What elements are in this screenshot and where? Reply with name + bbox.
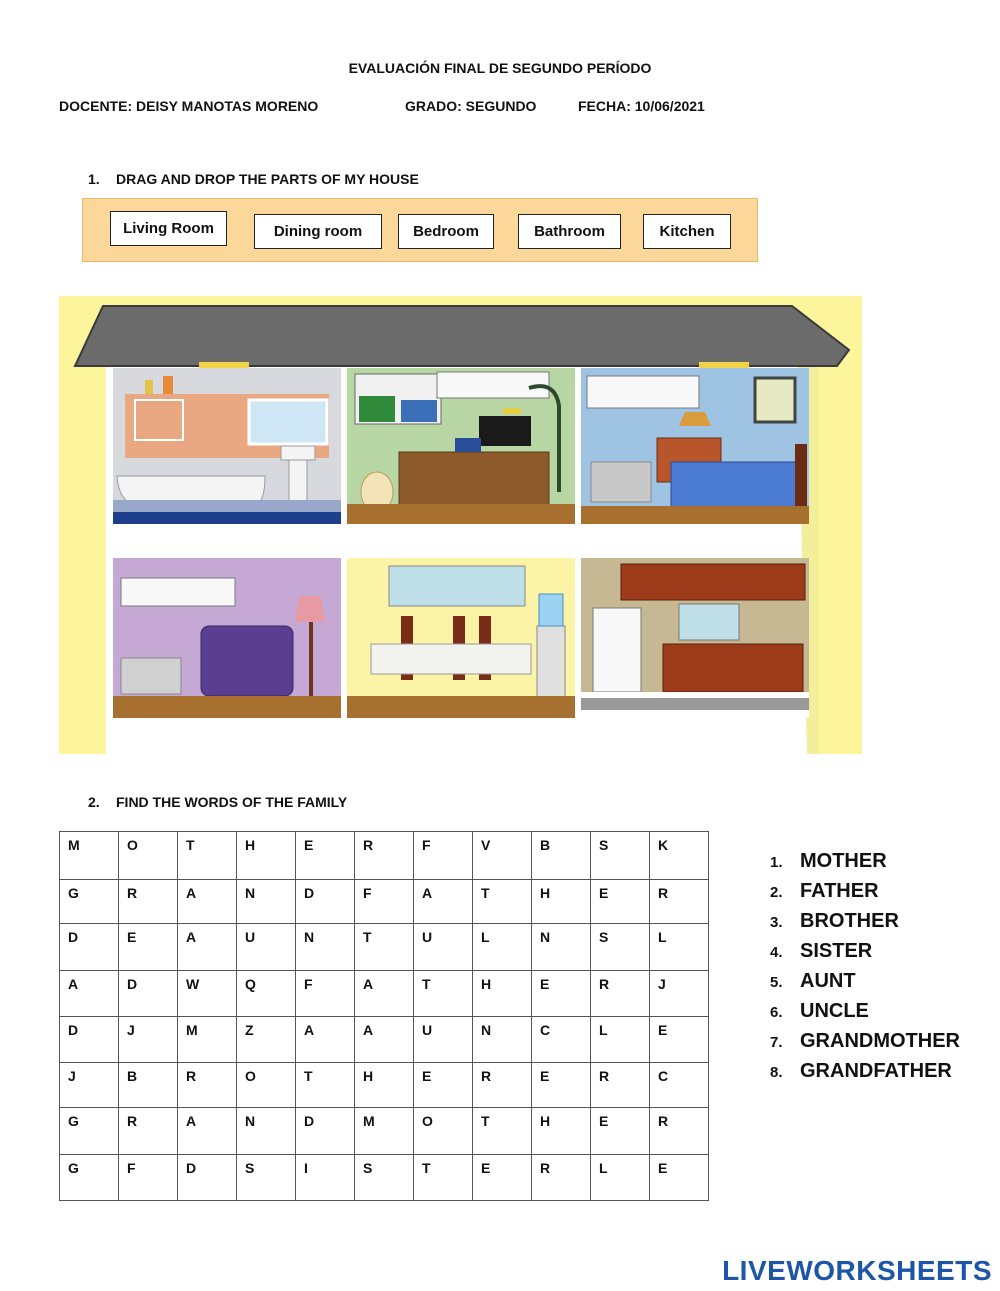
teacher-label: DOCENTE: DEISY MANOTAS MORENO — [59, 98, 319, 114]
grid-cell[interactable]: L — [473, 924, 532, 971]
grid-cell[interactable]: A — [60, 971, 119, 1017]
grid-cell[interactable]: H — [237, 832, 296, 880]
grid-cell[interactable]: E — [532, 1063, 591, 1108]
grid-cell[interactable]: T — [178, 832, 237, 880]
grid-row — [60, 971, 709, 1017]
grid-cell[interactable]: N — [532, 924, 591, 971]
grid-cell[interactable]: H — [532, 1108, 591, 1155]
grid-cell[interactable]: J — [650, 971, 709, 1017]
grid-cell[interactable]: A — [178, 880, 237, 924]
question-1 — [88, 171, 419, 187]
grid-cell[interactable]: H — [532, 880, 591, 924]
grid-cell[interactable]: M — [60, 832, 119, 880]
grid-cell[interactable]: E — [414, 1063, 473, 1108]
word-list-number: 6. — [770, 1004, 783, 1021]
page-title: EVALUACIÓN FINAL DE SEGUNDO PERÍODO — [348, 60, 652, 76]
grid-cell[interactable]: E — [119, 924, 178, 971]
chip-bathroom[interactable]: Bathroom — [518, 214, 621, 249]
grid-cell[interactable]: E — [296, 832, 355, 880]
grid-row — [60, 880, 709, 924]
grid-cell[interactable]: A — [355, 971, 414, 1017]
word-list-item — [770, 1026, 960, 1056]
date-label: FECHA: 10/06/2021 — [578, 98, 705, 114]
chip-kitchen[interactable]: Kitchen — [643, 214, 731, 249]
grid-cell[interactable]: V — [473, 832, 532, 880]
grid-cell[interactable]: H — [355, 1063, 414, 1108]
grid-cell[interactable]: G — [60, 1108, 119, 1155]
word-list-number: 5. — [770, 974, 783, 991]
grid-cell[interactable]: T — [414, 971, 473, 1017]
grid-cell[interactable]: R — [119, 880, 178, 924]
word-list-number: 7. — [770, 1034, 783, 1051]
grid-cell[interactable]: C — [532, 1017, 591, 1063]
grid-cell[interactable]: F — [296, 971, 355, 1017]
grid-cell[interactable]: M — [178, 1017, 237, 1063]
grid-cell[interactable]: R — [650, 880, 709, 924]
grid-cell[interactable]: U — [414, 1017, 473, 1063]
question-1-text: DRAG AND DROP THE PARTS OF MY HOUSE — [116, 171, 419, 187]
chip-living-room[interactable]: Living Room — [110, 211, 227, 246]
grid-cell[interactable]: T — [414, 1155, 473, 1201]
grid-cell[interactable]: Q — [237, 971, 296, 1017]
question-2 — [88, 794, 347, 810]
grid-cell[interactable]: E — [591, 1108, 650, 1155]
grid-cell[interactable]: R — [591, 971, 650, 1017]
word-list-word: GRANDMOTHER — [800, 1030, 960, 1052]
word-list-number: 4. — [770, 944, 783, 961]
word-list-number: 3. — [770, 914, 783, 931]
house-illustration — [59, 296, 862, 754]
grid-cell[interactable]: E — [473, 1155, 532, 1201]
grid-cell[interactable]: L — [650, 924, 709, 971]
grid-cell[interactable]: E — [650, 1017, 709, 1063]
grid-cell[interactable]: D — [296, 1108, 355, 1155]
grade-label: GRADO: SEGUNDO — [405, 98, 537, 114]
room-kitchen-scene — [581, 558, 809, 718]
word-list-number: 8. — [770, 1064, 783, 1081]
grid-cell[interactable]: C — [650, 1063, 709, 1108]
grid-cell[interactable]: D — [60, 924, 119, 971]
grid-cell[interactable]: I — [296, 1155, 355, 1201]
grid-cell[interactable]: M — [355, 1108, 414, 1155]
word-list-item — [770, 846, 960, 876]
grid-cell[interactable]: R — [473, 1063, 532, 1108]
grid-cell[interactable]: R — [650, 1108, 709, 1155]
word-list-item — [770, 996, 960, 1026]
grid-cell[interactable]: L — [591, 1155, 650, 1201]
grid-cell[interactable]: F — [414, 832, 473, 880]
word-list-item — [770, 906, 960, 936]
grid-cell[interactable]: D — [178, 1155, 237, 1201]
chip-bedroom[interactable]: Bedroom — [398, 214, 494, 249]
word-search-grid — [59, 831, 709, 1201]
grid-cell[interactable]: Z — [237, 1017, 296, 1063]
grid-cell[interactable]: N — [473, 1017, 532, 1063]
grid-cell[interactable]: L — [591, 1017, 650, 1063]
word-list-item — [770, 966, 960, 996]
grid-cell[interactable]: G — [60, 1155, 119, 1201]
word-list-number: 1. — [770, 854, 783, 871]
grid-cell[interactable]: D — [119, 971, 178, 1017]
grid-cell[interactable]: T — [355, 924, 414, 971]
grid-cell[interactable]: B — [119, 1063, 178, 1108]
word-list-word: SISTER — [800, 940, 873, 962]
grid-row — [60, 1108, 709, 1155]
room-diningroom-scene — [347, 558, 575, 718]
grid-cell[interactable]: H — [473, 971, 532, 1017]
grid-cell[interactable]: S — [355, 1155, 414, 1201]
grid-cell[interactable]: O — [119, 832, 178, 880]
grid-cell[interactable]: D — [60, 1017, 119, 1063]
grid-cell[interactable]: B — [532, 832, 591, 880]
grid-cell[interactable]: S — [591, 832, 650, 880]
grid-cell[interactable]: R — [355, 832, 414, 880]
grid-cell[interactable]: A — [178, 924, 237, 971]
grid-cell[interactable]: J — [60, 1063, 119, 1108]
grid-cell[interactable]: A — [296, 1017, 355, 1063]
grid-cell[interactable]: R — [178, 1063, 237, 1108]
grid-cell[interactable]: U — [237, 924, 296, 971]
grid-cell[interactable]: N — [296, 924, 355, 971]
grid-cell[interactable]: N — [237, 880, 296, 924]
grid-row — [60, 924, 709, 971]
grid-cell[interactable]: T — [473, 1108, 532, 1155]
grid-cell[interactable]: R — [532, 1155, 591, 1201]
grid-row — [60, 1063, 709, 1108]
grid-cell[interactable]: F — [119, 1155, 178, 1201]
grid-cell[interactable]: R — [119, 1108, 178, 1155]
liveworksheets-logo — [722, 1255, 992, 1287]
room-bathroom-scene — [113, 368, 341, 524]
word-list-item — [770, 1056, 960, 1086]
grid-cell[interactable]: O — [237, 1063, 296, 1108]
grid-cell[interactable]: A — [178, 1108, 237, 1155]
grid-cell[interactable]: K — [650, 832, 709, 880]
grid-cell[interactable]: E — [650, 1155, 709, 1201]
room-livingroom-scene — [113, 558, 341, 718]
brand-text: LIVEWORKSHEETS — [722, 1255, 992, 1286]
roof — [75, 306, 849, 366]
question-2-text: FIND THE WORDS OF THE FAMILY — [116, 794, 348, 810]
word-list-number: 2. — [770, 884, 783, 901]
question-1-number: 1. — [88, 171, 100, 187]
word-list-word: UNCLE — [800, 1000, 869, 1022]
grid-cell[interactable]: A — [414, 880, 473, 924]
grid-cell[interactable]: D — [296, 880, 355, 924]
word-list-word: BROTHER — [800, 910, 899, 932]
grid-cell[interactable]: T — [473, 880, 532, 924]
grid-cell[interactable]: W — [178, 971, 237, 1017]
grid-cell[interactable]: J — [119, 1017, 178, 1063]
word-list-word: GRANDFATHER — [800, 1060, 952, 1082]
grid-cell[interactable]: R — [591, 1063, 650, 1108]
grid-cell[interactable]: F — [355, 880, 414, 924]
word-list-word: FATHER — [800, 880, 879, 902]
word-bank — [82, 198, 758, 262]
chip-dining-room[interactable]: Dining room — [254, 214, 382, 249]
word-list-item — [770, 936, 960, 966]
grid-cell[interactable]: A — [355, 1017, 414, 1063]
grid-row — [60, 832, 709, 880]
grid-cell[interactable]: N — [237, 1108, 296, 1155]
grid-cell[interactable]: E — [591, 880, 650, 924]
word-list-word: AUNT — [800, 970, 856, 992]
room-bedroom-scene — [581, 368, 809, 524]
grid-cell[interactable]: O — [414, 1108, 473, 1155]
grid-cell[interactable]: T — [296, 1063, 355, 1108]
word-list — [770, 846, 960, 1086]
grid-row — [60, 1017, 709, 1063]
word-list-item — [770, 876, 960, 906]
word-list-word: MOTHER — [800, 850, 887, 872]
grid-row — [60, 1155, 709, 1201]
grid-cell[interactable]: S — [591, 924, 650, 971]
grid-cell[interactable]: G — [60, 880, 119, 924]
question-2-number: 2. — [88, 794, 100, 810]
grid-cell[interactable]: U — [414, 924, 473, 971]
grid-cell[interactable]: S — [237, 1155, 296, 1201]
room-office-scene — [347, 368, 575, 524]
grid-cell[interactable]: E — [532, 971, 591, 1017]
